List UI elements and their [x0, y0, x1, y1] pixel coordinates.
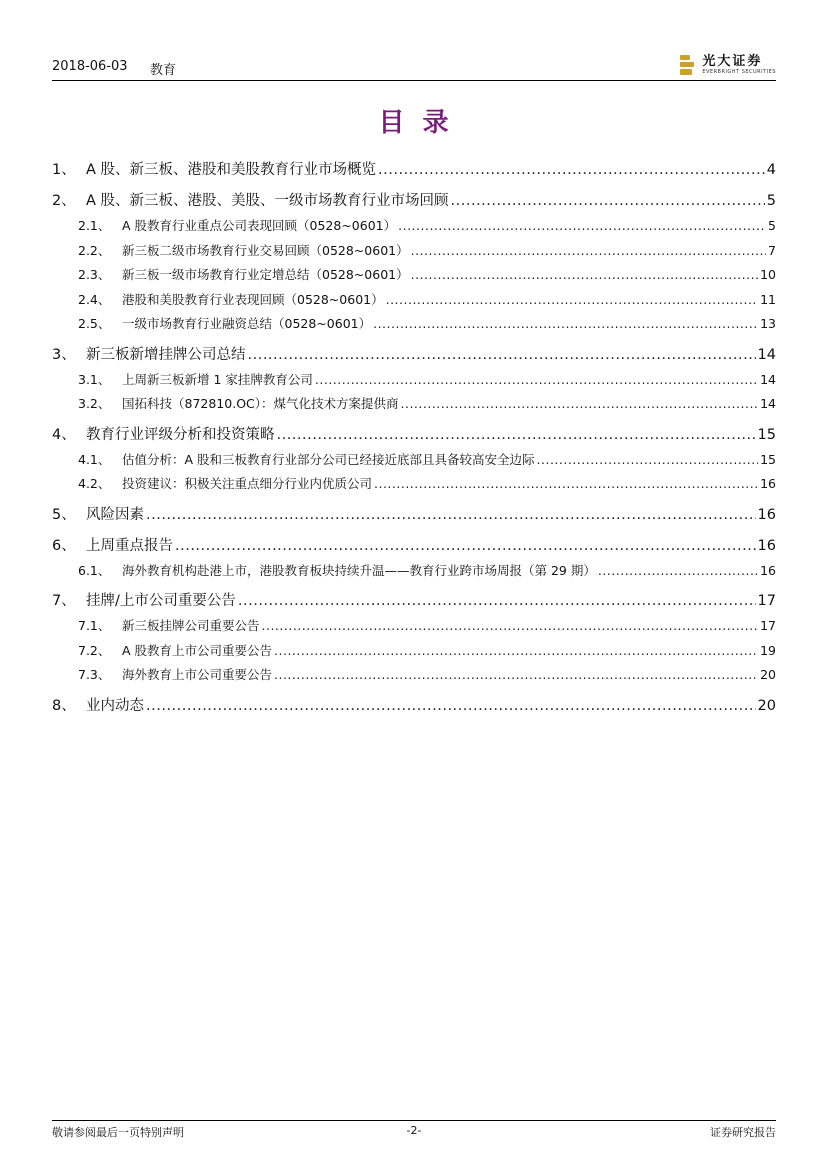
toc-entry-page: 19: [760, 642, 776, 658]
toc-entry-title: A 股教育上市公司重要公告: [122, 642, 273, 658]
toc-leader-dots: [411, 239, 766, 264]
toc-entry-number: 2.3、: [78, 267, 111, 282]
toc-entry[interactable]: [52, 422, 776, 448]
toc-subentry[interactable]: [52, 639, 776, 664]
toc-entry-page: 14: [760, 371, 776, 387]
toc-leader-dots: [411, 263, 758, 288]
toc-entry-number: 6.1、: [78, 562, 111, 578]
toc-subentry[interactable]: [52, 214, 776, 239]
toc-entry-title: 新三板二级市场教育行业交易回顾（0528~0601）: [122, 242, 409, 258]
toc-entry-title: 挂牌/上市公司重要公告: [86, 593, 236, 609]
toc-entry-page: 7: [768, 242, 776, 258]
toc-subentry[interactable]: [52, 392, 776, 417]
toc-leader-dots: [248, 342, 756, 368]
toc-entry-number: 2.2、: [78, 242, 111, 258]
toc-leader-dots: [262, 614, 759, 639]
toc-entry-number: 6、: [52, 537, 76, 554]
toc-entry-number: 3、: [52, 346, 76, 363]
toc-entry-number: 4.2、: [78, 476, 111, 491]
toc-entry-number: 2.4、: [78, 291, 111, 307]
toc-entry-title: 估值分析：A 股和三板教育行业部分公司已经接近底部且具备较高安全边际: [122, 451, 535, 467]
toc-leader-dots: [274, 663, 758, 688]
toc-leader-dots: [175, 533, 756, 559]
toc-subentry[interactable]: [52, 663, 776, 688]
toc-entry[interactable]: [52, 588, 776, 614]
toc-entry-title: 新三板一级市场教育行业定增总结（0528~0601）: [122, 267, 409, 282]
toc-entry-title: 上周新三板新增 1 家挂牌教育公司: [122, 371, 313, 387]
toc-entry-page: 20: [760, 667, 776, 682]
toc-entry-number: 5、: [52, 506, 76, 523]
toc-subentry[interactable]: [52, 239, 776, 264]
logo-name-en: EVERBRIGHT SECURITIES: [702, 69, 776, 75]
toc-entry-title: 新三板新增挂牌公司总结: [86, 346, 246, 363]
footer-divider: [52, 1120, 776, 1121]
toc-entry-number: 2、: [52, 193, 76, 209]
toc-entry-number: 1、: [52, 162, 76, 178]
logo-icon: [680, 55, 696, 75]
toc-entry-title: 海外教育上市公司重要公告: [122, 667, 273, 682]
report-subject: 教育: [150, 63, 177, 78]
toc-entry-number: 4、: [52, 426, 76, 443]
toc-leader-dots: [277, 422, 756, 448]
toc-entry-page: 13: [760, 316, 776, 331]
toc-entry-page: 16: [760, 562, 776, 578]
toc-entry-number: 8、: [52, 697, 76, 714]
toc-entry-number: 7.2、: [78, 642, 111, 658]
toc-entry[interactable]: [52, 342, 776, 368]
toc-entry-title: 风险因素: [86, 506, 144, 523]
toc-entry-title: 国拓科技（872810.OC）：煤气化技术方案提供商: [122, 396, 399, 411]
company-logo: [680, 53, 776, 77]
footer-report-type: 证券研究报告: [710, 1126, 776, 1139]
toc-subentry[interactable]: [52, 312, 776, 337]
toc-subentry[interactable]: [52, 559, 776, 584]
toc-entry-number: 7.1、: [78, 618, 111, 633]
toc-leader-dots: [386, 288, 758, 313]
toc-leader-dots: [238, 588, 756, 614]
toc-entry-page: 14: [757, 346, 776, 363]
toc-leader-dots: [401, 392, 759, 417]
toc-entry-title: A 股、新三板、港股和美股教育行业市场概览: [86, 162, 377, 178]
toc-entry-page: 16: [760, 476, 776, 491]
toc-entry-title: 海外教育机构赴港上市，港股教育板块持续升温——教育行业跨市场周报（第 29 期）: [122, 562, 596, 578]
toc-entry-page: 17: [757, 593, 776, 609]
toc-entry-title: 业内动态: [86, 697, 144, 714]
toc-entry-number: 7、: [52, 593, 76, 609]
toc-entry-page: 16: [757, 506, 776, 523]
toc-leader-dots: [598, 559, 758, 584]
toc-entry-title: 教育行业评级分析和投资策略: [86, 426, 275, 443]
toc-entry[interactable]: [52, 693, 776, 719]
page-footer: [52, 1124, 776, 1142]
logo-name-cn: 光大证券: [702, 54, 763, 69]
toc-entry[interactable]: [52, 157, 776, 183]
toc-leader-dots: [398, 214, 766, 239]
toc-entry-page: 5: [766, 193, 776, 209]
page-title: 目录: [378, 108, 467, 138]
toc-entry[interactable]: [52, 188, 776, 214]
toc-entry-title: 新三板挂牌公司重要公告: [122, 618, 260, 633]
toc-leader-dots: [451, 188, 765, 214]
toc-leader-dots: [378, 157, 765, 183]
toc-entry-title: 投资建议：积极关注重点细分行业内优质公司: [122, 476, 373, 491]
toc-entry-page: 14: [760, 396, 776, 411]
report-date: 2018-06-03: [52, 59, 128, 74]
toc-entry-page: 17: [760, 618, 776, 633]
toc-entry[interactable]: [52, 502, 776, 528]
toc-leader-dots: [146, 502, 756, 528]
toc-entry-page: 15: [757, 426, 776, 443]
toc-leader-dots: [274, 639, 758, 664]
toc-leader-dots: [537, 448, 759, 473]
toc-entry-number: 3.2、: [78, 396, 111, 411]
toc-subentry[interactable]: [52, 263, 776, 288]
toc-entry-page: 15: [760, 451, 776, 467]
toc-entry-page: 5: [768, 218, 776, 233]
toc-leader-dots: [374, 472, 758, 497]
toc-entry-page: 16: [757, 537, 776, 554]
toc-leader-dots: [146, 693, 756, 719]
toc-entry-title: A 股、新三板、港股、美股、一级市场教育行业市场回顾: [86, 193, 449, 209]
toc-subentry[interactable]: [52, 448, 776, 473]
footer-disclaimer: 敬请参阅最后一页特别声明: [52, 1126, 184, 1139]
toc-subentry[interactable]: [52, 288, 776, 313]
page-number: -2-: [406, 1124, 422, 1137]
toc-entry[interactable]: [52, 533, 776, 559]
table-of-contents: [52, 152, 776, 719]
toc-leader-dots: [373, 312, 758, 337]
toc-entry-page: 4: [766, 162, 776, 178]
toc-entry-number: 2.5、: [78, 316, 111, 331]
toc-entry-title: 上周重点报告: [86, 537, 173, 554]
toc-subentry[interactable]: [52, 614, 776, 639]
toc-entry-page: 11: [760, 291, 776, 307]
header-divider: [52, 80, 776, 81]
toc-entry-page: 20: [757, 697, 776, 714]
toc-entry-number: 3.1、: [78, 371, 111, 387]
toc-leader-dots: [315, 368, 758, 393]
toc-entry-number: 4.1、: [78, 451, 111, 467]
toc-entry-number: 7.3、: [78, 667, 111, 682]
page-header: [52, 55, 776, 81]
toc-entry-number: 2.1、: [78, 218, 111, 233]
toc-subentry[interactable]: [52, 368, 776, 393]
toc-subentry[interactable]: [52, 472, 776, 497]
toc-entry-title: A 股教育行业重点公司表现回顾（0528~0601）: [122, 218, 397, 233]
toc-entry-page: 10: [760, 267, 776, 282]
toc-entry-title: 港股和美股教育行业表现回顾（0528~0601）: [122, 291, 384, 307]
toc-entry-title: 一级市场教育行业融资总结（0528~0601）: [122, 316, 372, 331]
